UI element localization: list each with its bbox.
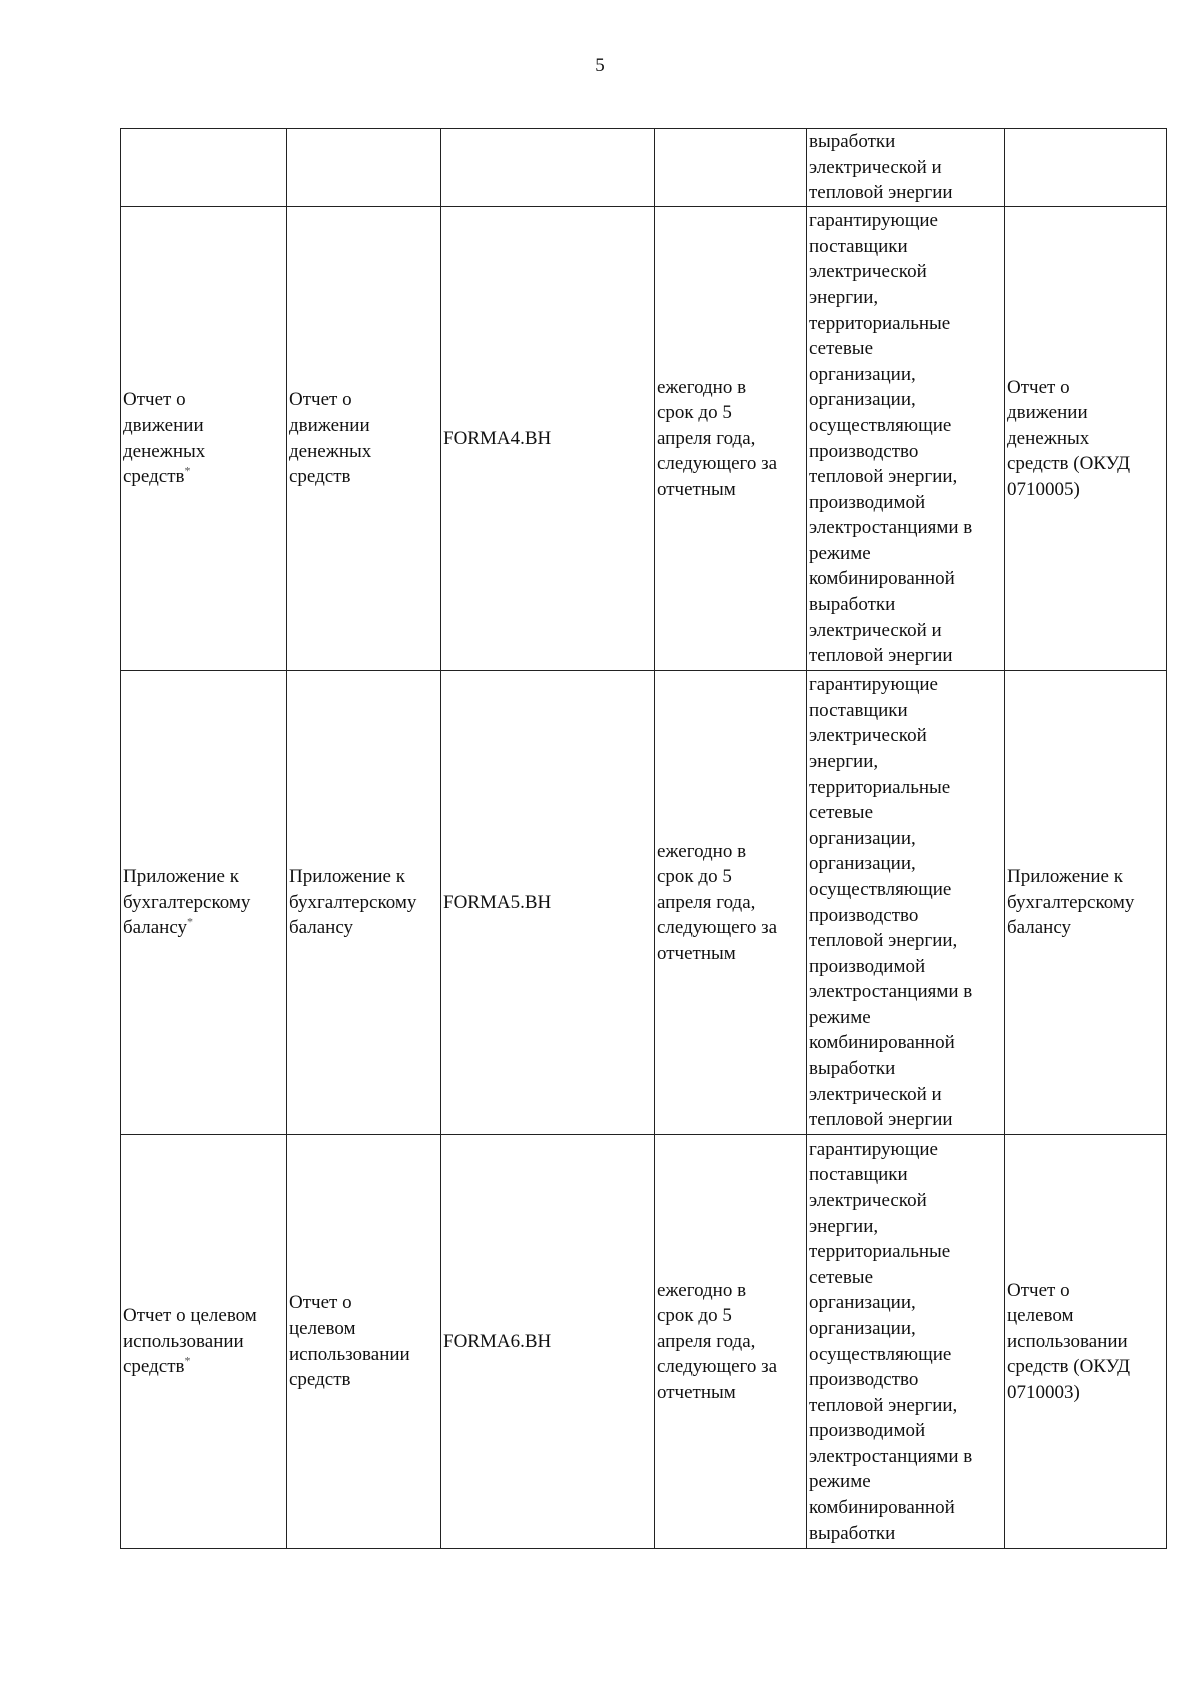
report-name-cell [121,671,287,1135]
form-name-cell: Отчет о целевом использовании средств [287,1135,441,1549]
deadline-cell: ежегодно в срок до 5 апреля года, следующего за отчетным [655,207,807,671]
report-name-cell [121,129,287,207]
subjects-cell: гарантирующие поставщики электрической энергии, территориальные сетевые организации, организации, осуществляющие производство тепловой энергии, производимой электростанциями в режиме комбинированной выработки электрической и тепловой энергии [807,207,1005,671]
subjects-cell: гарантирующие поставщики электрической энергии, территориальные сетевые организации, организации, осуществляющие производство тепловой энергии, производимой электростанциями в режиме комбинированной выработки электрической и тепловой энергии [807,671,1005,1135]
footnote-mark: * [184,1353,191,1368]
report-name-text: Отчет о целевом использовании средств [123,1305,257,1378]
source-form-cell: Приложение к бухгалтерскому балансу [1005,671,1167,1135]
report-name-cell [121,1135,287,1549]
form-name-cell: Отчет о движении денежных средств [287,207,441,671]
reporting-forms-table [120,128,1167,1549]
form-code-cell: FORMA4.BH [441,207,655,671]
deadline-cell [655,129,807,207]
subjects-cell: гарантирующие поставщики электрической энергии, территориальные сетевые организации, организации, осуществляющие производство тепловой энергии, производимой электростанциями в режиме комбинированной выработки [807,1135,1005,1549]
form-code-cell: FORMA5.BH [441,671,655,1135]
page-number: 5 [595,55,605,76]
deadline-cell: ежегодно в срок до 5 апреля года, следующего за отчетным [655,1135,807,1549]
deadline-cell: ежегодно в срок до 5 апреля года, следующего за отчетным [655,671,807,1135]
table-row [121,207,1167,671]
report-name-text: Приложение к бухгалтерскому балансу [123,866,251,939]
form-name-cell: Приложение к бухгалтерскому балансу [287,671,441,1135]
table-row [121,671,1167,1135]
report-name-text: Отчет о движении денежных средств [123,389,206,488]
table-row [121,1135,1167,1549]
report-name-cell [121,207,287,671]
source-form-cell [1005,129,1167,207]
form-code-cell: FORMA6.BH [441,1135,655,1549]
footnote-mark: * [187,914,194,929]
form-code-cell [441,129,655,207]
source-form-cell: Отчет о движении денежных средств (ОКУД 0710005) [1005,207,1167,671]
table-row-continuation [121,129,1167,207]
subjects-cell: выработки электрической и тепловой энергии [807,129,1005,207]
form-name-cell [287,129,441,207]
source-form-cell: Отчет о целевом использовании средств (ОКУД 0710003) [1005,1135,1167,1549]
footnote-mark: * [184,463,191,478]
